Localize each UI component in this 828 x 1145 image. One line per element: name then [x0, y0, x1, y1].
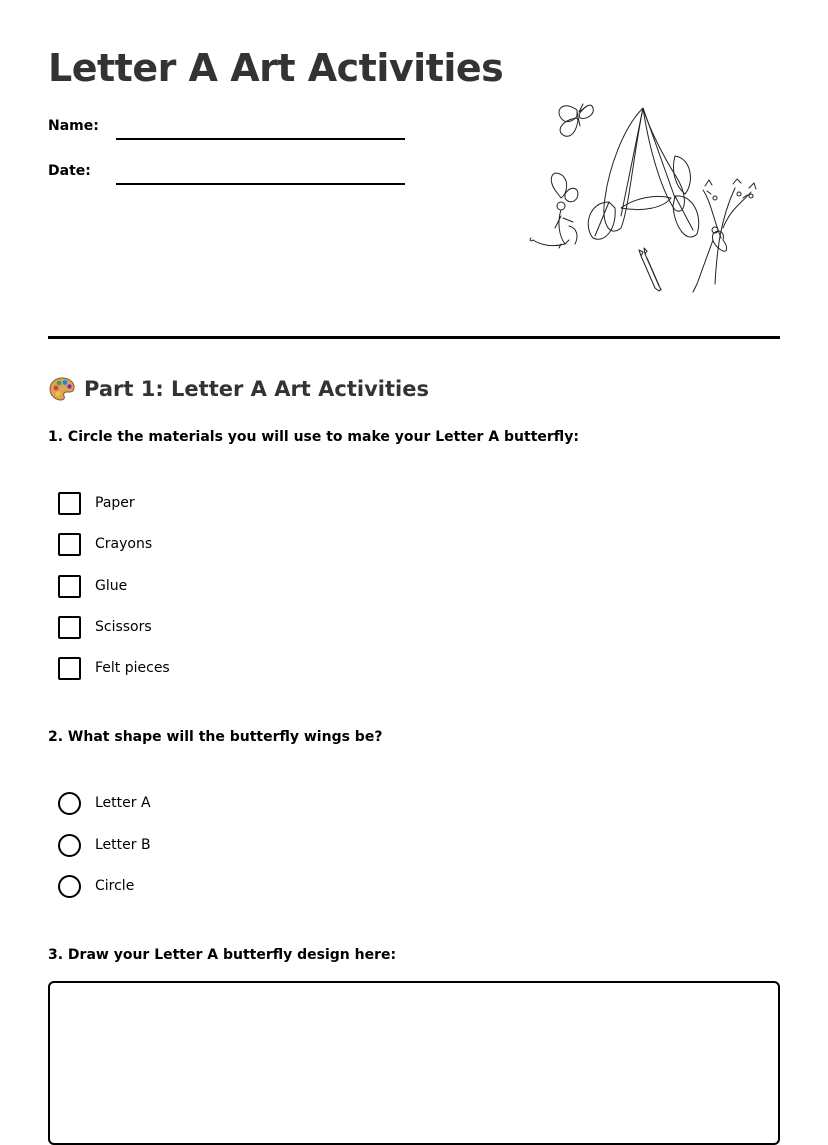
checkbox[interactable]: [58, 575, 81, 598]
option-label: Scissors: [95, 619, 152, 635]
option-label: Paper: [95, 495, 135, 511]
date-field[interactable]: [116, 183, 405, 185]
checkbox[interactable]: [58, 616, 81, 639]
butterfly-icon: [559, 104, 593, 136]
name-label: Name:: [48, 118, 99, 134]
paintbrushes-icon: [639, 248, 661, 291]
material-option[interactable]: [58, 532, 152, 556]
material-option[interactable]: [58, 615, 152, 639]
radio-button[interactable]: [58, 792, 81, 815]
part1-heading: [48, 375, 429, 403]
material-option[interactable]: [58, 574, 127, 598]
material-option[interactable]: [58, 656, 170, 680]
shape-option[interactable]: [58, 833, 151, 857]
letter-a-illustration: [525, 98, 760, 298]
option-label: Letter A: [95, 795, 151, 811]
option-label: Felt pieces: [95, 660, 170, 676]
option-label: Glue: [95, 578, 128, 594]
radio-button[interactable]: [58, 834, 81, 857]
checkbox[interactable]: [58, 657, 81, 680]
drawing-area[interactable]: [48, 981, 780, 1145]
section-divider: [48, 336, 780, 339]
question-1: 1. Circle the materials you will use to make your Letter A butterfly:: [48, 429, 579, 445]
shape-option[interactable]: [58, 874, 134, 898]
tree-mouse-icon: [693, 179, 756, 292]
fairy-mouse-icon: [530, 173, 578, 248]
letter-a-icon: [588, 108, 698, 239]
material-option[interactable]: [58, 491, 135, 515]
shape-option[interactable]: [58, 791, 151, 815]
question-3: 3. Draw your Letter A butterfly design here:: [48, 947, 397, 963]
artist-palette-icon: [48, 375, 76, 403]
name-field[interactable]: [116, 138, 405, 140]
radio-button[interactable]: [58, 875, 81, 898]
option-label: Circle: [95, 878, 135, 894]
checkbox[interactable]: [58, 492, 81, 515]
part1-title: Part 1: Letter A Art Activities: [84, 377, 429, 401]
option-label: Letter B: [95, 837, 151, 853]
option-label: Crayons: [95, 536, 153, 552]
date-label: Date:: [48, 163, 91, 179]
checkbox[interactable]: [58, 533, 81, 556]
question-2: 2. What shape will the butterfly wings be?: [48, 729, 383, 745]
page-title: Letter A Art Activities: [48, 46, 504, 90]
